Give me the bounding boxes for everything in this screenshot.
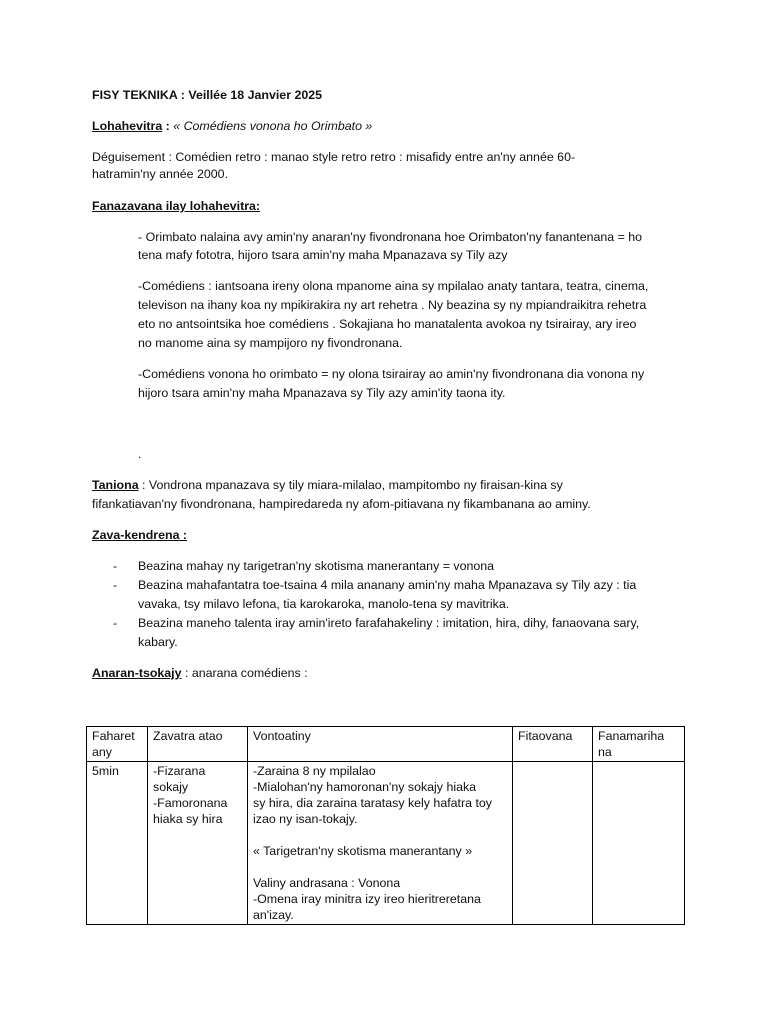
explanation-p2-line: no manome aina sy mampijoro ny fivondronana. — [138, 336, 403, 350]
document-title: FISY TEKNIKA : Veillée 18 Janvier 2025 — [92, 88, 323, 102]
bullet-marker: - — [113, 578, 118, 592]
objective-item-line: Beazina mahafantatra toe-tsaina 4 mila ananany amin'ny maha Mpanazava sy Tily azy : tia — [138, 578, 637, 592]
explanation-p3-line: -Comédiens vonona ho orimbato = ny olona tsirairay ao amin'ny fivondronana dia vonona ny — [138, 367, 645, 381]
explanation-p2-line: televison na ihany koa ny mpikirakira ny art rehetra . Ny beazina sy ny mpiandraikitra rehetra — [138, 298, 647, 312]
goal-line-2: fifankatiavan'ny fivondronana, hampiredareda ny afom-pitiavana ny fikambanana ao aminy. — [92, 497, 591, 511]
content-text: an'izay. — [253, 908, 294, 922]
goal-text: : Vondrona mpanazava sy tily miara-milalao, mampitombo ny firaisan-kina sy — [138, 478, 563, 492]
explanation-p1-line: tena mafy fototra, hijoro tsara amin'ny maha Mpanazava sy Tily azy — [138, 248, 508, 262]
cell-duration — [87, 762, 148, 925]
header-notes-text: na — [598, 745, 612, 759]
explanation-heading: Fanazavana ilay lohahevitra: — [92, 199, 261, 213]
groups-value: : anarana comédiens : — [181, 666, 308, 680]
cell-content — [248, 762, 513, 925]
header-duration-text: any — [92, 745, 112, 759]
objective-item-line: vavaka, tsy milavo lefona, tia karokaroka, manolo-tena sy mavitrika. — [138, 597, 510, 611]
costume-line-2: hatramin'ny année 2000. — [92, 167, 229, 181]
cell-notes — [593, 762, 685, 925]
content-text: izao ny isan-tokajy. — [253, 812, 358, 826]
duration-text: 5min — [92, 764, 119, 778]
activity-table — [86, 726, 685, 925]
costume-line-1: Déguisement : Comédien retro : manao style retro retro : misafidy entre an'ny année 60- — [92, 150, 576, 164]
groups-label: Anaran-tsokajy — [92, 666, 182, 680]
header-notes-text: Fanamariha — [598, 729, 665, 743]
content-text: Valiny andrasana : Vonona — [253, 876, 401, 890]
activity-text: -Famoronana — [153, 796, 228, 810]
goal-line-1 — [92, 477, 563, 493]
content-text: -Omena iray minitra izy ireo hieritreretana — [253, 892, 481, 906]
explanation-p2-line: eto no antsointsika hoe comédiens . Sokajiana ho manatalenta avokoa ny tsirairay, ary ireo — [138, 317, 637, 331]
groups-line — [92, 665, 308, 681]
content-spacer — [253, 859, 507, 875]
activity-text: hiaka sy hira — [153, 812, 223, 826]
header-notes — [593, 727, 685, 762]
activity-text: -Fizarana — [153, 764, 206, 778]
theme-line — [92, 118, 372, 134]
content-spacer — [253, 827, 507, 843]
bullet-marker: - — [113, 559, 118, 573]
explanation-p1-line: - Orimbato nalaina avy amin'ny anaran'ny fivondronana hoe Orimbaton'ny fanantenana = ho — [138, 230, 643, 244]
goal-label: Taniona — [92, 478, 139, 492]
header-materials — [513, 727, 593, 762]
content-text: -Zaraina 8 ny mpilalao — [253, 764, 376, 778]
content-text: sy hira, dia zaraina taratasy kely hafatra toy — [253, 796, 492, 810]
cell-materials — [513, 762, 593, 925]
table-row — [87, 762, 685, 925]
theme-separator: : — [162, 119, 174, 133]
objective-item-line: kabary. — [138, 635, 178, 649]
objective-item-line: Beazina mahay ny tarigetran'ny skotisma manerantany = vonona — [138, 559, 495, 573]
content-text: -Mialohan'ny hamoronan'ny sokajy hiaka — [253, 780, 477, 794]
theme-value: « Comédiens vonona ho Orimbato » — [173, 119, 373, 133]
explanation-p2-line: -Comédiens : iantsoana ireny olona mpanome aina sy mpilalao anaty tantara, teatra, cinema, — [138, 279, 649, 293]
header-duration — [87, 727, 148, 762]
header-materials-text: Fitaovana — [518, 729, 573, 743]
header-content — [248, 727, 513, 762]
header-content-text: Vontoatiny — [253, 729, 311, 743]
explanation-p3-line: hijoro tsara amin'ny maha Mpanazava sy Tily azy amin'ity taona ity. — [138, 386, 506, 400]
stray-dot: . — [138, 447, 142, 461]
bullet-marker: - — [113, 616, 118, 630]
theme-label: Lohahevitra — [92, 119, 163, 133]
content-text: « Tarigetran'ny skotisma manerantany » — [253, 844, 473, 858]
objective-item-line: Beazina maneho talenta iray amin'ireto farafahakeliny : imitation, hira, dihy, fanaovana sary, — [138, 616, 640, 630]
header-activity — [148, 727, 248, 762]
header-duration-text: Faharet — [92, 729, 135, 743]
activity-text: sokajy — [153, 780, 189, 794]
cell-activity — [148, 762, 248, 925]
objectives-heading: Zava-kendrena : — [92, 528, 188, 542]
header-activity-text: Zavatra atao — [153, 729, 223, 743]
table-header-row — [87, 727, 685, 762]
